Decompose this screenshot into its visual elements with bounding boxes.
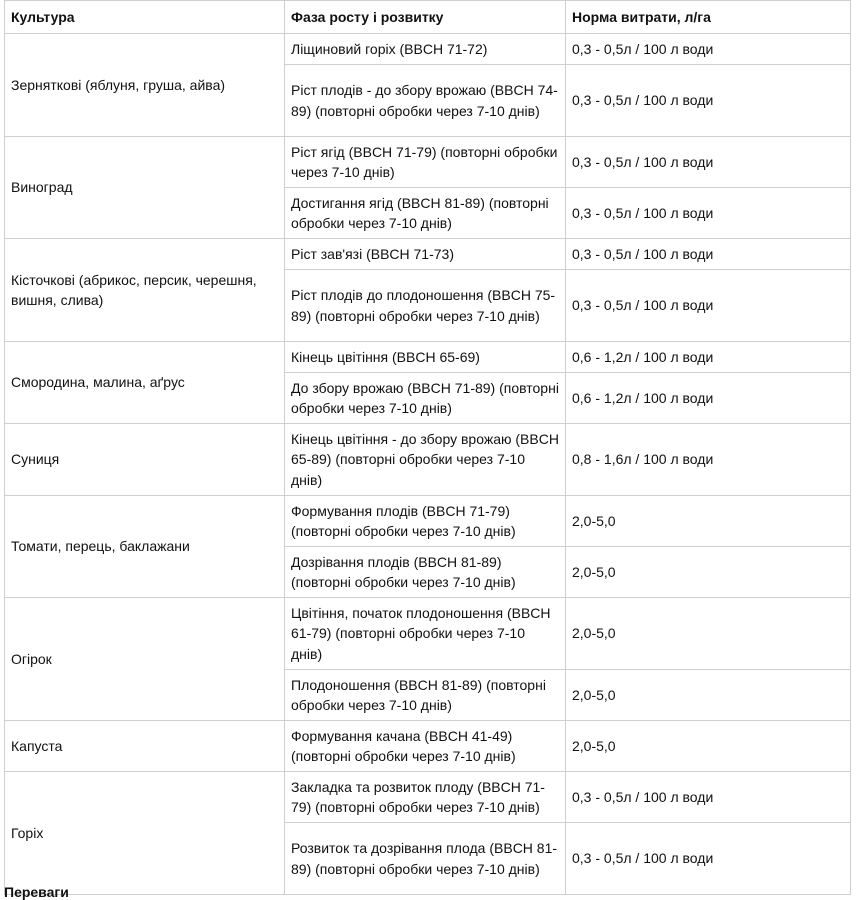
header-phase: Фаза росту і розвитку xyxy=(285,1,566,34)
phase-cell: Ріст зав'язі (BBCH 71-73) xyxy=(285,239,566,270)
table-row xyxy=(5,496,851,547)
phase-cell: Розвиток та дозрівання плода (BBCH 81-89) (повторні обробки через 7-10 днів) xyxy=(285,823,566,895)
crop-cell: Томати, перець, баклажани xyxy=(5,496,285,598)
phase-cell: Кінець цвітіння (BBCH 65-69) xyxy=(285,342,566,373)
crop-cell: Горіх xyxy=(5,772,285,895)
rate-cell: 0,6 - 1,2л / 100 л води xyxy=(566,373,851,424)
rate-cell: 0,3 - 0,5л / 100 л води xyxy=(566,137,851,188)
crop-cell: Смородина, малина, аґрус xyxy=(5,342,285,424)
rate-cell: 2,0-5,0 xyxy=(566,670,851,721)
table-row xyxy=(5,424,851,496)
table-row xyxy=(5,598,851,670)
table-row xyxy=(5,137,851,188)
phase-cell: Ріст плодів до плодоношення (BBCH 75-89) (повторні обробки через 7-10 днів) xyxy=(285,270,566,342)
phase-cell: Кінець цвітіння - до збору врожаю (BBCH 65-89) (повторні обробки через 7-10 днів) xyxy=(285,424,566,496)
rate-cell: 0,3 - 0,5л / 100 л води xyxy=(566,823,851,895)
table-row xyxy=(5,342,851,373)
phase-cell: Ріст плодів - до збору врожаю (BBCH 74-89) (повторні обробки через 7-10 днів) xyxy=(285,65,566,137)
phase-cell: Ріст ягід (BBCH 71-79) (повторні обробки через 7-10 днів) xyxy=(285,137,566,188)
crop-cell: Огірок xyxy=(5,598,285,721)
rate-cell: 0,3 - 0,5л / 100 л води xyxy=(566,239,851,270)
rate-cell: 2,0-5,0 xyxy=(566,598,851,670)
header-crop: Культура xyxy=(5,1,285,34)
rate-cell: 0,3 - 0,5л / 100 л води xyxy=(566,772,851,823)
phase-cell: Дозрівання плодів (BBCH 81-89) (повторні обробки через 7-10 днів) xyxy=(285,547,566,598)
rate-cell: 0,6 - 1,2л / 100 л води xyxy=(566,342,851,373)
rate-cell: 0,3 - 0,5л / 100 л води xyxy=(566,188,851,239)
rate-cell: 2,0-5,0 xyxy=(566,496,851,547)
crop-cell: Виноград xyxy=(5,137,285,239)
phase-cell: Достигання ягід (BBCH 81-89) (повторні обробки через 7-10 днів) xyxy=(285,188,566,239)
rate-cell: 0,8 - 1,6л / 100 л води xyxy=(566,424,851,496)
header-rate: Норма витрати, л/га xyxy=(566,1,851,34)
crop-cell: Капуста xyxy=(5,721,285,772)
application-rates-table xyxy=(4,0,851,895)
rate-cell: 0,3 - 0,5л / 100 л води xyxy=(566,65,851,137)
table-row xyxy=(5,239,851,270)
crop-cell: Суниця xyxy=(5,424,285,496)
phase-cell: Формування плодів (BBCH 71-79) (повторні обробки через 7-10 днів) xyxy=(285,496,566,547)
phase-cell: Закладка та розвиток плоду (BBCH 71-79) (повторні обробки через 7-10 днів) xyxy=(285,772,566,823)
table-row xyxy=(5,34,851,65)
crop-cell: Кісточкові (абрикос, персик, черешня, вишня, слива) xyxy=(5,239,285,342)
table-row xyxy=(5,772,851,823)
rate-cell: 2,0-5,0 xyxy=(566,721,851,772)
rate-cell: 0,3 - 0,5л / 100 л води xyxy=(566,270,851,342)
rate-cell: 2,0-5,0 xyxy=(566,547,851,598)
table-header-row xyxy=(5,1,851,34)
table-row xyxy=(5,721,851,772)
section-heading-cutoff: Переваги xyxy=(4,884,69,900)
phase-cell: До збору врожаю (BBCH 71-89) (повторні обробки через 7-10 днів) xyxy=(285,373,566,424)
crop-cell: Зерняткові (яблуня, груша, айва) xyxy=(5,34,285,137)
phase-cell: Ліщиновий горіх (BBCH 71-72) xyxy=(285,34,566,65)
phase-cell: Формування качана (BBCH 41-49) (повторні обробки через 7-10 днів) xyxy=(285,721,566,772)
phase-cell: Плодоношення (BBCH 81-89) (повторні обробки через 7-10 днів) xyxy=(285,670,566,721)
rate-cell: 0,3 - 0,5л / 100 л води xyxy=(566,34,851,65)
phase-cell: Цвітіння, початок плодоношення (BBCH 61-79) (повторні обробки через 7-10 днів) xyxy=(285,598,566,670)
